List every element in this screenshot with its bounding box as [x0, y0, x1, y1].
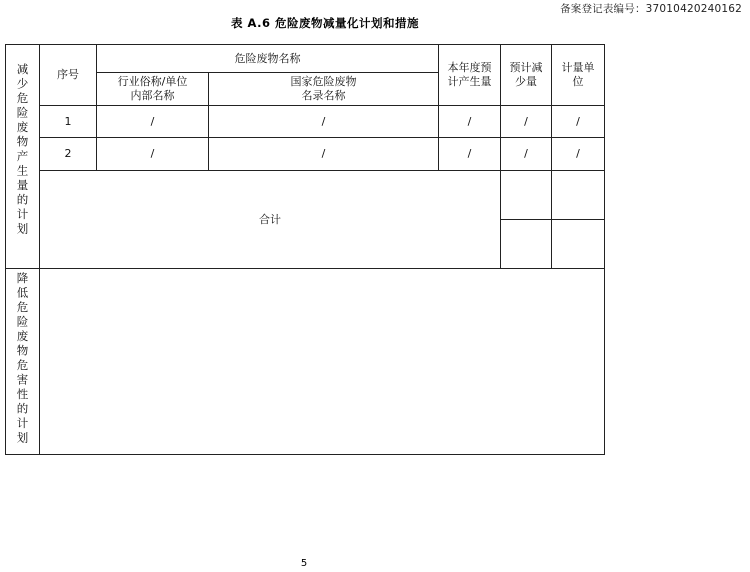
- total-annual-2: [501, 220, 552, 269]
- section-reduce-output-text: 减少危险废物产生量的计划: [15, 63, 30, 237]
- header-national-name: 国家危险废物 名录名称: [209, 73, 439, 106]
- row-industry-name: /: [97, 106, 209, 138]
- section-reduce-hazard-label: [6, 269, 40, 455]
- total-annual-1: [501, 171, 552, 220]
- page-number: 5: [300, 558, 308, 569]
- row-unit: /: [552, 106, 605, 138]
- header-waste-name: 危险废物名称: [97, 45, 439, 73]
- header-industry-name: 行业俗称/单位 内部名称: [97, 73, 209, 106]
- total-reduction-1: [552, 171, 605, 220]
- total-reduction-2: [552, 220, 605, 269]
- row-seq: 1: [40, 106, 97, 138]
- table-row: [6, 106, 605, 138]
- section-reduce-hazard-text: 降低危险废物危害性的计划: [15, 272, 30, 446]
- record-number: 备案登记表编号：37010420240162: [560, 3, 742, 15]
- row-annual-output: /: [439, 106, 501, 138]
- table-row: [6, 138, 605, 171]
- row-national-name: /: [209, 138, 439, 171]
- waste-reduction-table: [5, 44, 605, 455]
- row-seq: 2: [40, 138, 97, 171]
- row-expected-reduction: /: [501, 106, 552, 138]
- table-title: 表 A.6 危险废物减量化计划和措施: [231, 16, 419, 30]
- row-unit: /: [552, 138, 605, 171]
- section-reduce-output-label: [6, 45, 40, 269]
- total-label: 合计: [40, 171, 501, 269]
- row-industry-name: /: [97, 138, 209, 171]
- header-unit: 计量单 位: [552, 45, 605, 106]
- row-expected-reduction: /: [501, 138, 552, 171]
- row-national-name: /: [209, 106, 439, 138]
- header-expected-reduction: 预计减 少量: [501, 45, 552, 106]
- header-annual-output: 本年度预 计产生量: [439, 45, 501, 106]
- section-reduce-hazard-content: [40, 269, 605, 455]
- header-seq: 序号: [40, 45, 97, 106]
- row-annual-output: /: [439, 138, 501, 171]
